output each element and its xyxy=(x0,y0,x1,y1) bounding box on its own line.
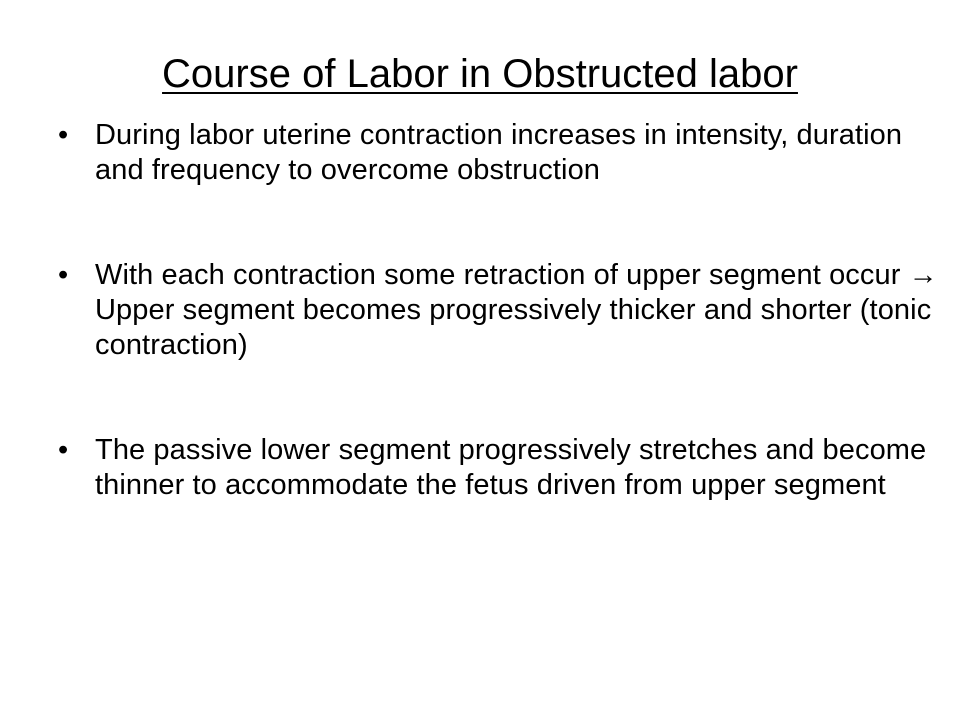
bullet-item-1 xyxy=(58,118,948,188)
bullet-text: During labor uterine contraction increases in intensity, duration and frequency to overcome obstruction xyxy=(95,119,903,186)
bullet-marker: • xyxy=(58,259,69,291)
bullet-list xyxy=(58,118,948,503)
slide-title: Course of Labor in Obstructed labor xyxy=(162,52,798,96)
bullet-item-2 xyxy=(58,258,948,363)
bullet-marker: • xyxy=(58,434,69,466)
bullet-marker: • xyxy=(58,119,69,151)
bullet-text: With each contraction some retraction of upper segment occur → Upper segment becomes progressively thicker and shorter (tonic contraction) xyxy=(95,259,938,361)
bullet-item-3 xyxy=(58,433,948,503)
bullet-text: The passive lower segment progressively stretches and become thinner to accommodate the fetus driven from upper segment xyxy=(95,434,927,501)
